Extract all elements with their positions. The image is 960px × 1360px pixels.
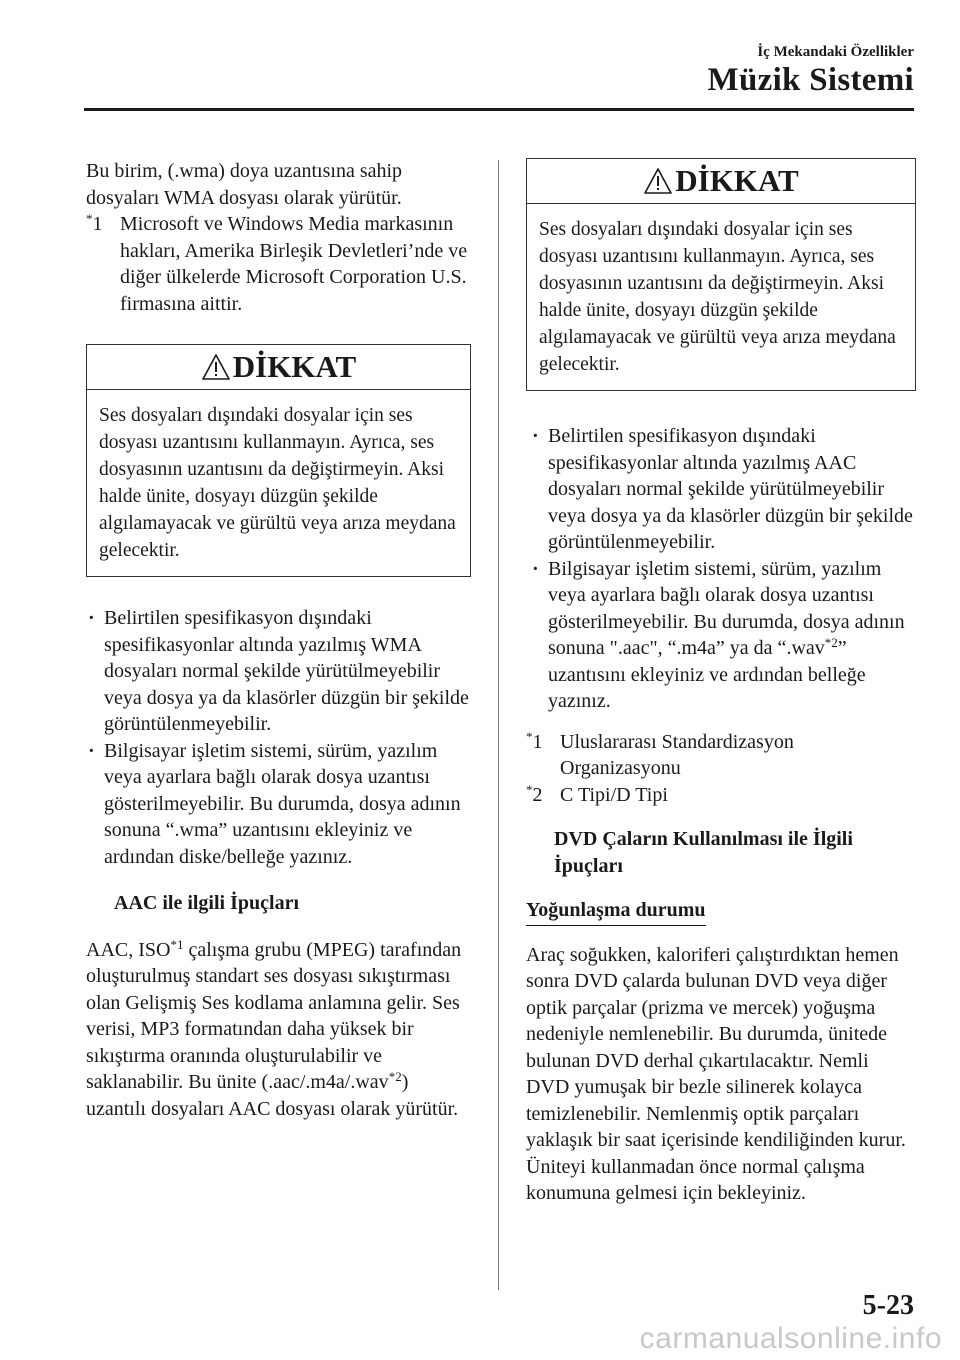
watermark: carmanualsonline.info <box>639 1322 942 1355</box>
footnote-text: Microsoft ve Windows Media markasının hakları, Amerika Birleşik Devletleri’nde ve diğer ülkelerde Microsoft Corporation U.S. firmasına aittir. <box>120 213 468 315</box>
caution-header <box>87 345 470 390</box>
aac-paragraph: AAC, ISO$^{*1}$ çalışma grubu (MPEG) tarafından oluşturulmuş standart ses dosyası sıkıştırması olan Gelişmiş Ses kodlama anlamına gelir. Ses verisi, MP3 formatından daha yüksek bir sıkıştırma oranında oluşturulabilir ve saklanabilir. Bu ünite (.aac/.m4a/.wav$^{*2}$) uzantılı dosyaları AAC dosyası olarak yürütür. <box>86 936 462 1120</box>
aac-bullets <box>526 423 916 715</box>
wma-intro: Bu birim, (.wma) doya uzantısına sahip dosyaları WMA dosyası olarak yürütür. <box>86 160 403 209</box>
list-item: · Bilgisayar işletim sistemi, sürüm, yazılım veya ayarlara bağlı olarak dosya uzantısı gösterilmeyebilir. Bu durumda, dosya adının sonuna “.wma” uzantısını ekleyiniz ve ardından diske/belleğe yazınız. <box>88 739 461 868</box>
aac-heading: AAC ile ilgili İpuçları <box>114 892 299 914</box>
wma-bullets <box>86 605 471 870</box>
caution-body: Ses dosyaları dışındaki dosyalar için ses dosyası uzantısını kullanmayın. Ayrıca, ses dosyasının uzantısını da değiştirmeyin. Aksi halde ünite, dosyayı düzgün şekilde algılamayacak ve gürültü veya arıza meydana gelecektir. <box>99 405 456 561</box>
list-item: · Belirtilen spesifikasyon dışındaki spesifikasyonlar altında yazılmış WMA dosyaları normal şekilde yürütülmeyebilir veya dosya ya da klasörler düzgün bir şekilde görüntülenmeyebilir. <box>88 607 469 735</box>
condensation-paragraph: Araç soğukken, kaloriferi çalıştırdıktan hemen sonra DVD çalarda bulunan DVD veya diğer optik parçalar (prizma ve mercek) yoğuşma nedeniyle nemlenebilir. Bu durumda, ünitede bulunan DVD derhal çıkartılacaktır. Nemli DVD yumuşak bir bezle silinerek kolayca temizlenebilir. Nemlenmiş optik parçaları yaklaşık bir saat içerisinde kendiliğinden kurur. Üniteyi kullanmadan önce normal çalışma konumuna gelmesi için bekleyiniz. <box>526 943 906 1204</box>
caution-body: Ses dosyaları dışındaki dosyalar için ses dosyası uzantısını kullanmayın. Ayrıca, ses dosyasının uzantısını da değiştirmeyin. Aksi halde ünite, dosyayı düzgün şekilde algılamayacak ve gürültü veya arıza meydana gelecektir. <box>539 219 896 375</box>
page-title: Müzik Sistemi <box>707 62 914 98</box>
header-section: İç Mekandaki Özellikler <box>757 44 914 60</box>
left-column <box>86 158 471 1122</box>
warning-triangle-icon <box>643 167 673 195</box>
column-divider <box>498 160 499 1290</box>
footnote: *2 C Tipi/D Tipi <box>526 781 668 806</box>
list-item: · Bilgisayar işletim sistemi, sürüm, yazılım veya ayarlara bağlı olarak dosya uzantısı gösterilmeyebilir. Bu durumda, dosya adının sonuna ".aac", “.m4a” ya da “.wav$^{*2}$” uzantısını ekleyiniz ve ardından belleğe yazınız. <box>532 557 905 712</box>
caution-box <box>86 344 471 577</box>
caution-header <box>527 159 915 204</box>
footnote <box>86 211 471 317</box>
caution-box <box>526 158 916 391</box>
footnote-mark: * <box>86 211 93 226</box>
caution-title: DİKKAT <box>675 163 799 198</box>
header-rule <box>84 108 914 111</box>
page-number: 5-23 <box>862 1290 914 1321</box>
footnote: *1 Uluslararası Standardizasyon Organizasyonu <box>526 728 794 779</box>
warning-triangle-icon <box>201 353 231 381</box>
dvd-heading: DVD Çaların Kullanılması ile İlgili İpuçları <box>554 828 853 877</box>
footnote-number: 1 <box>92 213 103 235</box>
right-column <box>526 158 916 1207</box>
list-item: · Belirtilen spesifikasyon dışındaki spesifikasyonlar altında yazılmış AAC dosyaları normal şekilde yürütülmeyebilir veya dosya ya da klasörler düzgün bir şekilde görüntülenmeyebilir. <box>532 425 913 553</box>
condensation-heading: Yoğunlaşma durumu <box>526 897 706 926</box>
caution-title: DİKKAT <box>232 349 357 384</box>
